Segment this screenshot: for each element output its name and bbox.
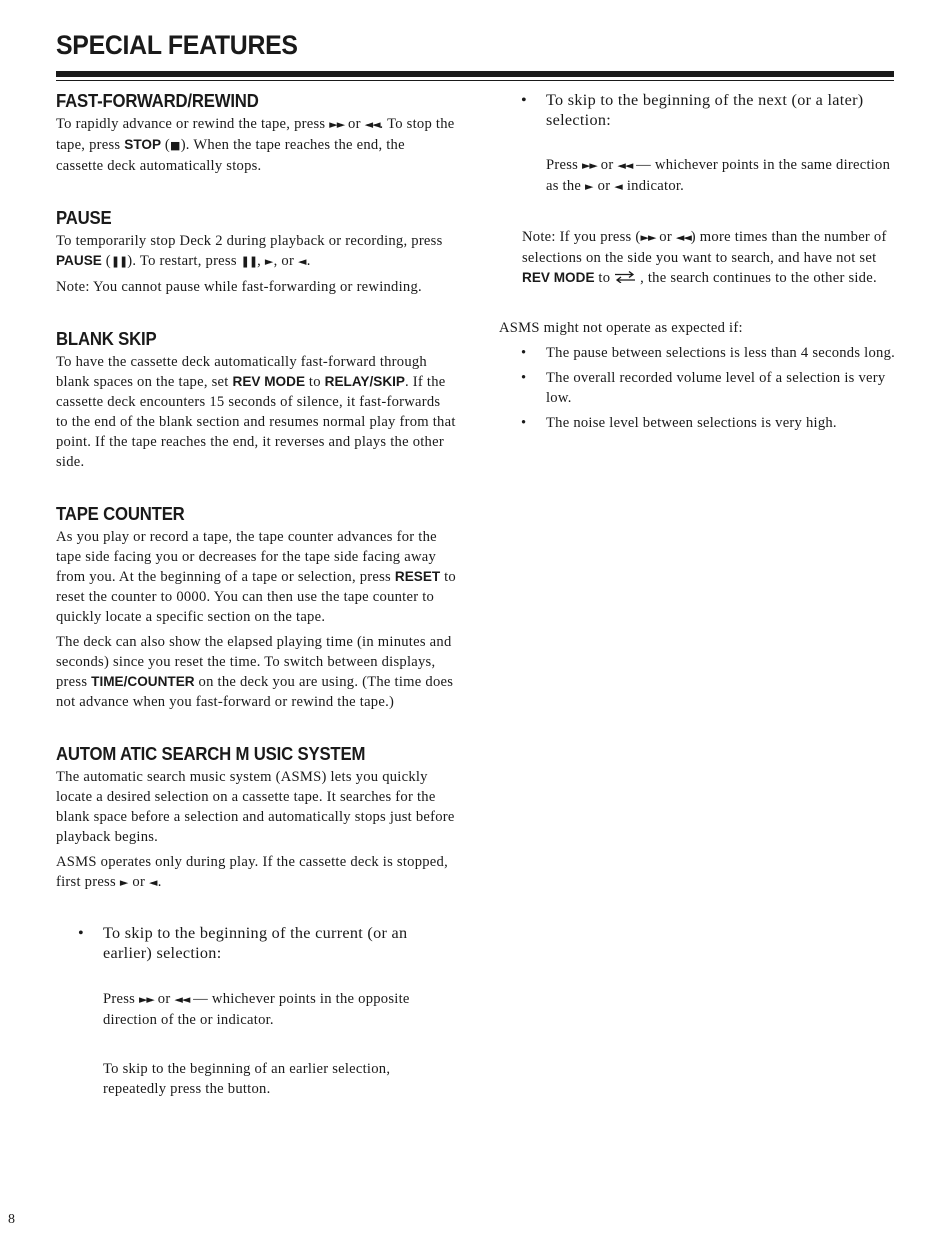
text: ) more times than the number of selections on the side you want to search, and have not set [522,229,887,266]
section-asms [56,743,456,1099]
text: . [306,253,311,269]
text: To temporarily stop Deck 2 during playback or recording, press [56,233,443,249]
bullet-text: To skip to the beginning of the current (or an earlier) selection: [103,924,408,962]
text: To rapidly advance or rewind the tape, press [56,116,330,132]
list-item [499,343,899,363]
bullet: • [521,345,527,361]
text: The deck can also show the elapsed playing time (in minutes and seconds) since you reset the time. To switch between displays, press [56,634,452,690]
list-item [56,923,456,963]
text: , the search continues to the other side. [636,270,877,286]
text: Press [546,157,582,173]
list-item [499,413,899,433]
text: , or [273,253,298,269]
text: or [655,229,676,245]
pause-note: Note: You cannot pause while fast-forwarding or rewinding. [56,279,422,295]
title-rule-thin [56,80,894,81]
ff-paragraph [56,114,456,176]
section-heading: FAST-FORWARD/REWIND [56,91,259,111]
list-item [499,368,899,408]
text: ( [161,137,171,153]
text: Press [103,991,139,1007]
rev-mode-key-label: REV MODE [232,374,306,389]
bullet-text: To skip to the beginning of the next (or a later) selection: [546,91,864,129]
reverse-play-icon: ◄ [297,255,307,268]
asms-paragraph-1: The automatic search music system (ASMS) lets you quickly locate a desired selection on a cassette tape. It searches for the blank space before a selection and automatically stops just before playback begins. [56,769,455,845]
right-column [499,90,899,433]
play-icon: ► [264,255,274,268]
pause-key-label: PAUSE [56,253,102,268]
rewind-icon: ◄◄ [174,993,190,1006]
fast-forward-icon: ►► [138,993,154,1006]
section-fast-forward-rewind [56,90,456,176]
section-blank-skip [56,328,456,472]
asms-paragraph-2 [56,852,456,893]
text: As you play or record a tape, the tape counter advances for the tape side facing you or decreases for the tape side facing away from you. At the beginning of a tape or selection, press [56,529,437,585]
text: or [128,874,149,890]
bullet: • [521,91,527,109]
time-counter-key-label: TIME/COUNTER [91,674,195,689]
text: or [596,157,618,173]
section-tape-counter [56,503,456,712]
text: , [257,253,265,269]
page-title: SPECIAL FEATURES [56,30,298,60]
text: to reset the counter to 0000. You can then use the tape counter to quickly locate a specific section on the tape. [56,569,456,625]
reverse-play-icon: ◄ [149,876,158,889]
title-rule-thick [56,71,894,77]
reverse-mode-icon [614,271,636,283]
text: indicator. [622,178,685,194]
text: or [153,991,175,1007]
bullet-text: The overall recorded volume level of a selection is very low. [546,370,886,406]
bullet-text: The noise level between selections is very high. [546,415,837,431]
asms-earlier-note: To skip to the beginning of an earlier selection, repeatedly press the button. [103,1061,391,1097]
rewind-icon: ◄◄ [364,118,380,131]
text: on the deck you are using. (The time does not advance when you fast-forward or rewind the tape.) [56,674,454,710]
section-heading: PAUSE [56,208,112,228]
reverse-play-icon: ◄ [614,180,623,193]
text: . [157,874,162,890]
text: to [305,374,325,390]
reset-key-label: RESET [394,569,441,584]
rewind-icon: ◄◄ [617,159,633,172]
list-item [499,90,899,130]
rev-mode-key-label: REV MODE [522,270,595,285]
pause-icon: ❚❚ [240,255,258,268]
asms-next-instructions [499,155,899,197]
stop-key-label: STOP [124,137,162,152]
relay-skip-key-label: RELAY/SKIP [324,374,405,389]
counter-paragraph-1 [56,527,456,627]
fast-forward-icon: ►► [329,118,345,131]
bullet: • [78,924,84,942]
text: To stop the tape, press [56,116,455,153]
page-number: 8 [8,1212,15,1227]
text: to [594,270,615,286]
pause-icon: ❚❚ [110,255,128,268]
asms-current-instructions [56,989,456,1030]
rewind-icon: ◄◄ [675,231,691,244]
bullet: • [521,415,527,431]
text: — whichever points in the opposite direction of the or indicator. [103,991,410,1028]
counter-paragraph-2 [56,632,456,712]
play-icon: ► [119,876,129,889]
text: or [593,178,615,194]
bullet: • [521,370,527,386]
play-icon: ► [585,180,594,193]
blank-skip-paragraph [56,352,456,472]
section-heading: TAPE COUNTER [56,504,185,524]
left-column [56,90,456,1104]
section-heading: AUTOM ATIC SEARCH M USIC SYSTEM [56,744,366,764]
bullet-text: The pause between selections is less than 4 seconds long. [546,345,896,361]
text: ). To restart, press [127,253,241,269]
text: Note: If you press ( [522,229,641,245]
section-heading: BLANK SKIP [56,329,157,349]
text: ( [101,253,111,269]
pause-paragraph [56,231,456,272]
text: . If the cassette deck encounters 15 seconds of silence, it fast-forwards to the end of the blank section and resumes normal play from that point. If the tape reaches the end, it reverses and plays the other side. [56,374,456,470]
fast-forward-icon: ►► [640,231,656,244]
text: or [344,116,365,132]
text: . [379,116,384,132]
text: ). When the tape reaches the end, the cassette deck automatically stops. [56,137,405,174]
fast-forward-icon: ►► [581,159,597,172]
asms-conditions-intro: ASMS might not operate as expected if: [499,320,743,336]
stop-icon: ■ [170,139,181,152]
section-pause [56,207,456,297]
asms-search-note [499,227,899,288]
text: To have the cassette deck automatically fast-forward through blank spaces on the tape, set [56,354,427,390]
text: — whichever points in the same direction as the [546,157,891,194]
text: ASMS operates only during play. If the cassette deck is stopped, first press [56,854,448,890]
